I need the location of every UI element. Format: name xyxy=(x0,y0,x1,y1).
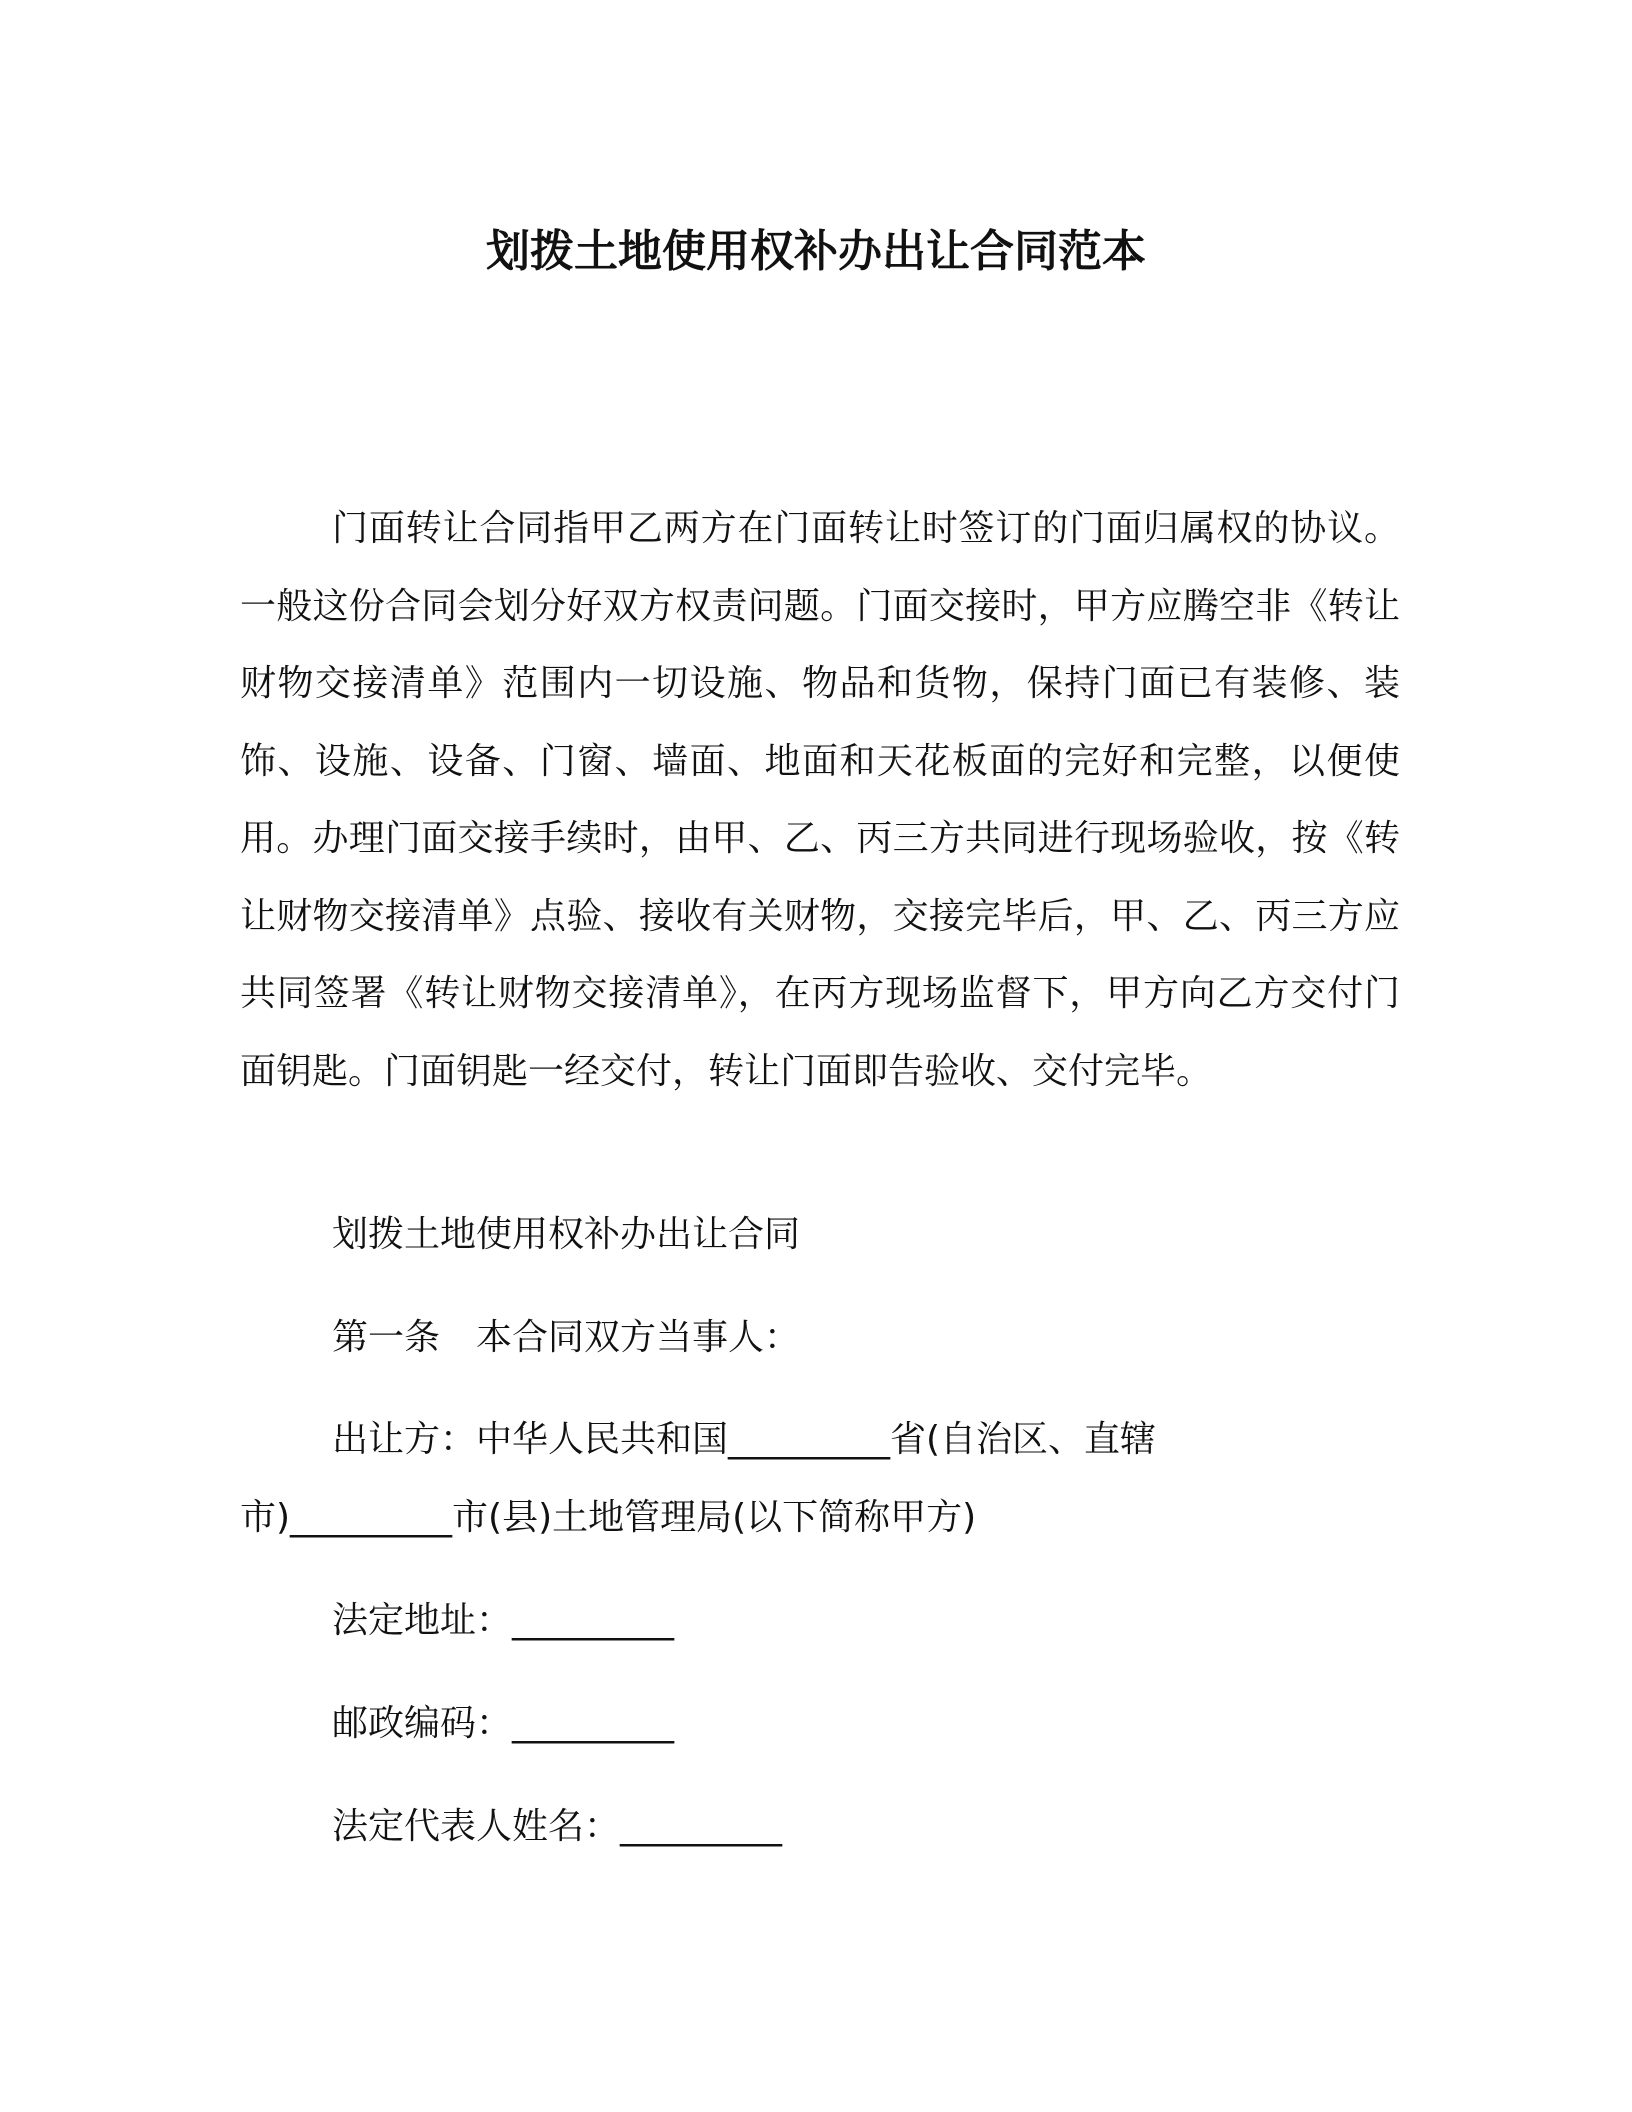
article-1-text: 本合同双方当事人： xyxy=(476,1317,801,1358)
document-title: 划拨土地使用权补办出让合同范本 xyxy=(486,226,1146,277)
article-1-label: 第一条 xyxy=(332,1317,441,1358)
grantor-line-2: 市)_________市(县)土地管理局(以下简称甲方) xyxy=(240,1497,977,1538)
legal-address-line: 法定地址：_________ xyxy=(332,1600,675,1641)
contract-heading: 划拨土地使用权补办出让合同 xyxy=(332,1214,801,1255)
grantor-line-1: 出让方：中华人民共和国_________省(自治区、直辖 xyxy=(332,1419,1157,1460)
postal-code-line: 邮政编码：_________ xyxy=(332,1703,675,1744)
intro-paragraph: 门面转让合同指甲乙两方在门面转让时签订的门面归属权的协议。一般这份合同会划分好双方权责问题。门面交接时，甲方应腾空非《转让财物交接清单》范围内一切设施、物品和货物，保持门面已有装修、装饰、设施、设备、门窗、墙面、地面和天花板面的完好和完整，以便使用。办理门面交接手续时，由甲、乙、丙三方共同进行现场验收，按《转让财物交接清单》点验、接收有关财物，交接完毕后，甲、乙、丙三方应共同签署《转让财物交接清单》，在丙方现场监督下，甲方向乙方交付门面钥匙。门面钥匙一经交付，转让门面即告验收、交付完毕。 xyxy=(240,508,1400,1092)
article-1 xyxy=(332,1313,800,1363)
legal-representative-line: 法定代表人姓名：_________ xyxy=(332,1806,783,1847)
